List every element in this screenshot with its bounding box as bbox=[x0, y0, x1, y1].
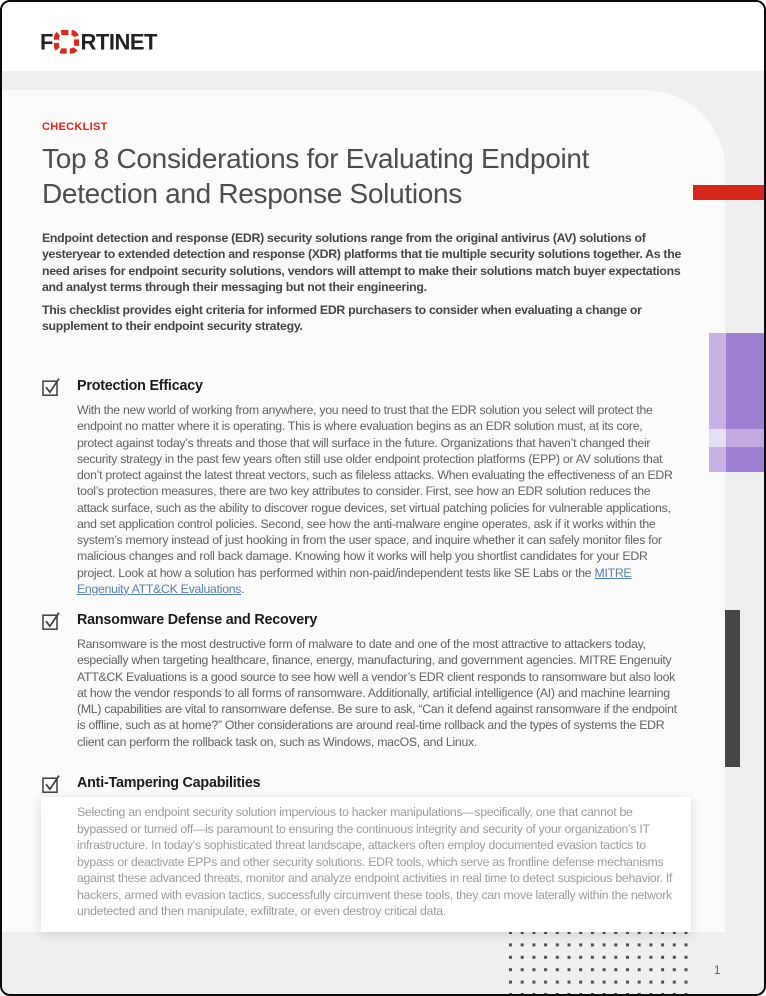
checked-checkbox-icon bbox=[42, 773, 60, 794]
intro-paragraph: This checklist provides eight criteria for informed EDR purchasers to consider when evaluating a change or supplement to their endpoint security strategy. bbox=[42, 303, 642, 334]
header-bar bbox=[2, 2, 764, 71]
logo-letter-f: F bbox=[40, 29, 53, 55]
section-body-text: With the new world of working from anywhere, you need to trust that the EDR solution you select will protect the endpoint no matter where it is operating. This is where evaluation begins as an EDR solution must, at its core, protect against today’s threats and those that will surface in the future. Organizations that haven’t changed their security strategy in the past few years often still use older endpoint protection platforms (EPP) or AV solutions that don’t protect against the latest threat vectors, such as fileless attacks. When evaluating the effectiveness of an EDR tool’s protection measures, there are two key attributes to consider. First, see how an EDR solution reduces the attack surface, such as the ability to discover rogue devices, set virtual patching policies for vulnerable applications, and set application control policies. Second, see how the anti-malware engine operates, ask if it works within the system’s memory instead of just hooking in from the user space, and inquire whether it can safely monitor files for malicious changes and roll back damage. Knowing how it works will help you shortlist candidates for your EDR project. Look at how a solution has performed within non-paid/independent tests like SE Labs or the bbox=[77, 403, 673, 580]
section-heading: Protection Efficacy bbox=[77, 378, 203, 394]
dark-accent-bar bbox=[725, 610, 740, 767]
section-heading: Anti-Tampering Capabilities bbox=[77, 775, 261, 791]
section-body: Selecting an endpoint security solution impervious to hacker manipulations—specifically, one that cannot be bypassed or turned off—is paramount to ensuring the continuous integrity and security of your organization’s IT infrastructure. In today’s sophisticated threat landscape, attackers often employ documented evasion tactics to bypass or deactivate EPPs and other security solutions. EDR tools, which serve as frontline defense mechanisms against these advanced threats, monitor and analyze endpoint activities in real time to detect suspicious behavior. If hackers, armed with evasion tactics, successfully circumvent these tools, they can move laterally within the network undetected and then manipulate, exfiltrate, or even destroy critical data. bbox=[77, 805, 673, 918]
logo-red-o-icon bbox=[57, 33, 77, 52]
faded-section-panel bbox=[41, 797, 691, 932]
purple-accent-block bbox=[709, 429, 726, 447]
page-title: Top 8 Considerations for Evaluating Endpoint Detection and Response Solutions bbox=[42, 143, 590, 209]
section-body-suffix: . bbox=[241, 581, 245, 596]
red-accent-bar bbox=[693, 185, 764, 200]
dot-grid-pattern-icon bbox=[509, 931, 689, 995]
section-ransomware-defense bbox=[42, 610, 692, 750]
fortinet-logo bbox=[40, 29, 158, 55]
section-protection-efficacy bbox=[42, 376, 692, 597]
purple-accent-block bbox=[726, 447, 764, 472]
section-body bbox=[77, 402, 681, 597]
purple-accent-block bbox=[709, 447, 726, 472]
checked-checkbox-icon bbox=[42, 610, 60, 631]
checked-checkbox-icon bbox=[42, 376, 60, 397]
purple-accent-block bbox=[726, 333, 764, 429]
section-heading: Ransomware Defense and Recovery bbox=[77, 612, 318, 628]
mitre-evaluations-link[interactable]: MITRE Engenuity ATT&CK Evaluations bbox=[77, 565, 632, 596]
checklist-eyebrow: CHECKLIST bbox=[42, 121, 108, 133]
section-body: Ransomware is the most destructive form of malware to date and one of the most attractive to attackers today, especially when targeting healthcare, finance, energy, manufacturing, and government agencies. MITRE Engenuity ATT&CK Evaluations is a good source to see how well a vendor’s EDR client responds to ransomware but also look at how the vendor responds to all forms of ransomware. Additionally, artificial intelligence (AI) and machine learning (ML) capabilities are vital to ransomware defense. Be sure to ask, “Can it defend against ransomware if the endpoint is offline, such as at home?” Other considerations are around real-time rollback and the types of systems the EDR client can perform the rollback task on, such as Windows, macOS, and Linux. bbox=[77, 637, 677, 749]
page-number: 1 bbox=[714, 965, 721, 977]
purple-accent-block bbox=[709, 333, 726, 429]
purple-accent-block bbox=[726, 429, 764, 447]
logo-letters-rtinet: RTINET bbox=[80, 29, 157, 55]
section-anti-tampering bbox=[42, 773, 692, 932]
intro-paragraph: Endpoint detection and response (EDR) security solutions range from the original antivirus (AV) solutions of yesteryear to extended detection and response (XDR) platforms that tie multiple security solutions together. As the need arises for endpoint security solutions, vendors will attempt to make their solutions match buyer expectations and analyst terms through their messaging but not their engineering. bbox=[42, 231, 682, 295]
